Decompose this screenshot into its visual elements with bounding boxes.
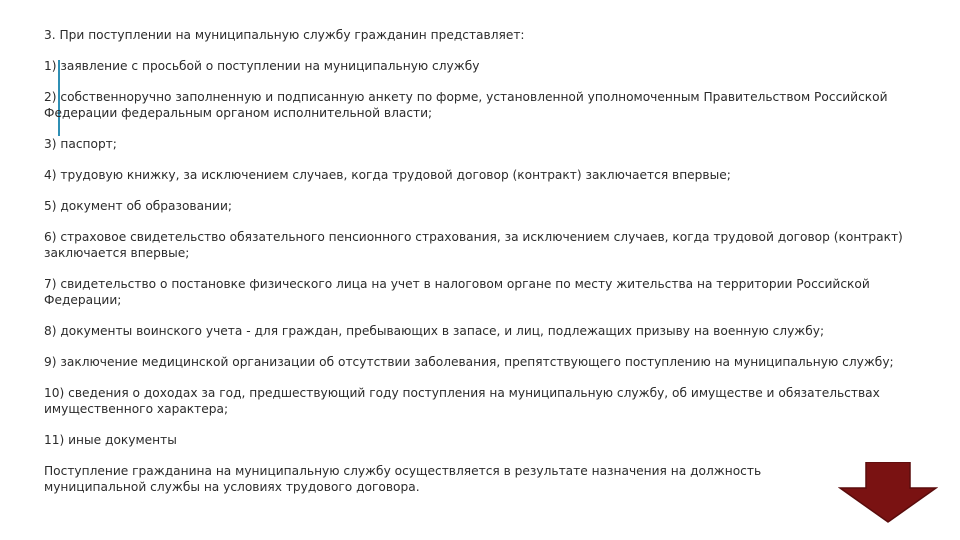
list-item: 11) иные документы: [44, 433, 177, 447]
list-item: 1) заявление с просьбой о поступлении на муниципальную службу: [44, 59, 480, 73]
list-item: 9) заключение медицинской организации об отсутствии заболевания, препятствующего поступлению на муниципальную службу;: [44, 355, 894, 369]
list-item: 7) свидетельство о постановке физического лица на учет в налоговом органе по месту жительства на территории Российской Федерации;: [44, 277, 870, 307]
slide-heading: 3. При поступлении на муниципальную службу гражданин представляет:: [44, 28, 525, 42]
list-item: 10) сведения о доходах за год, предшествующий году поступления на муниципальную службу, об имуществе и обязательствах имущественного характера;: [44, 386, 880, 416]
list-item: 2) собственноручно заполненную и подписанную анкету по форме, установленной уполномоченным Правительством Российской Федерации федеральным органом исполнительной власти;: [44, 90, 888, 120]
list-item: 3) паспорт;: [44, 137, 117, 151]
slide-content: [44, 27, 924, 495]
conclusion-text: Поступление гражданина на муниципальную службу осуществляется в результате назначения на должность муниципальной службы на условиях трудового договора.: [44, 464, 762, 494]
list-item: 5) документ об образовании;: [44, 199, 233, 213]
list-item: 4) трудовую книжку, за исключением случаев, когда трудовой договор (контракт) заключается впервые;: [44, 168, 731, 182]
list-item: 6) страховое свидетельство обязательного пенсионного страхования, за исключением случаев, когда трудовой договор (контракт) заключается впервые;: [44, 230, 903, 260]
list-item: 8) документы воинского учета - для граждан, пребывающих в запасе, и лиц, подлежащих призыву на военную службу;: [44, 324, 825, 338]
arrow-shape: [840, 462, 936, 522]
arrow-down-icon[interactable]: [838, 462, 938, 524]
